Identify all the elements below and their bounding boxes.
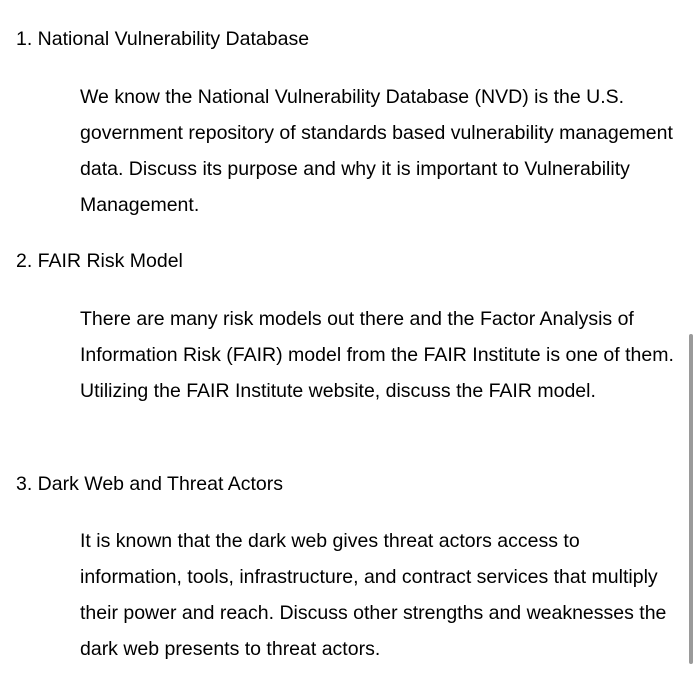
section-2-body: There are many risk models out there and the Factor Analysis of Information Risk (FAIR) model from the FAIR Institute is one of them. Utilizing the FAIR Institute website, discuss the FAIR model. xyxy=(80,308,674,402)
section-1-heading: 1. National Vulnerability Database xyxy=(16,28,310,50)
section-1-body: We know the National Vulnerability Database (NVD) is the U.S. government repository of standards based vulnerability management data. Discuss its purpose and why it is important to Vulnerability Management. xyxy=(80,86,673,216)
section-3-body: It is known that the dark web gives threat actors access to information, tools, infrastructure, and contract services that multiply their power and reach. Discuss other strengths and weaknesses the dark web presents to threat actors. xyxy=(80,530,667,660)
section-3-heading: 3. Dark Web and Threat Actors xyxy=(16,473,283,495)
vertical-scrollbar[interactable] xyxy=(689,334,693,664)
section-2-heading: 2. FAIR Risk Model xyxy=(16,250,183,272)
